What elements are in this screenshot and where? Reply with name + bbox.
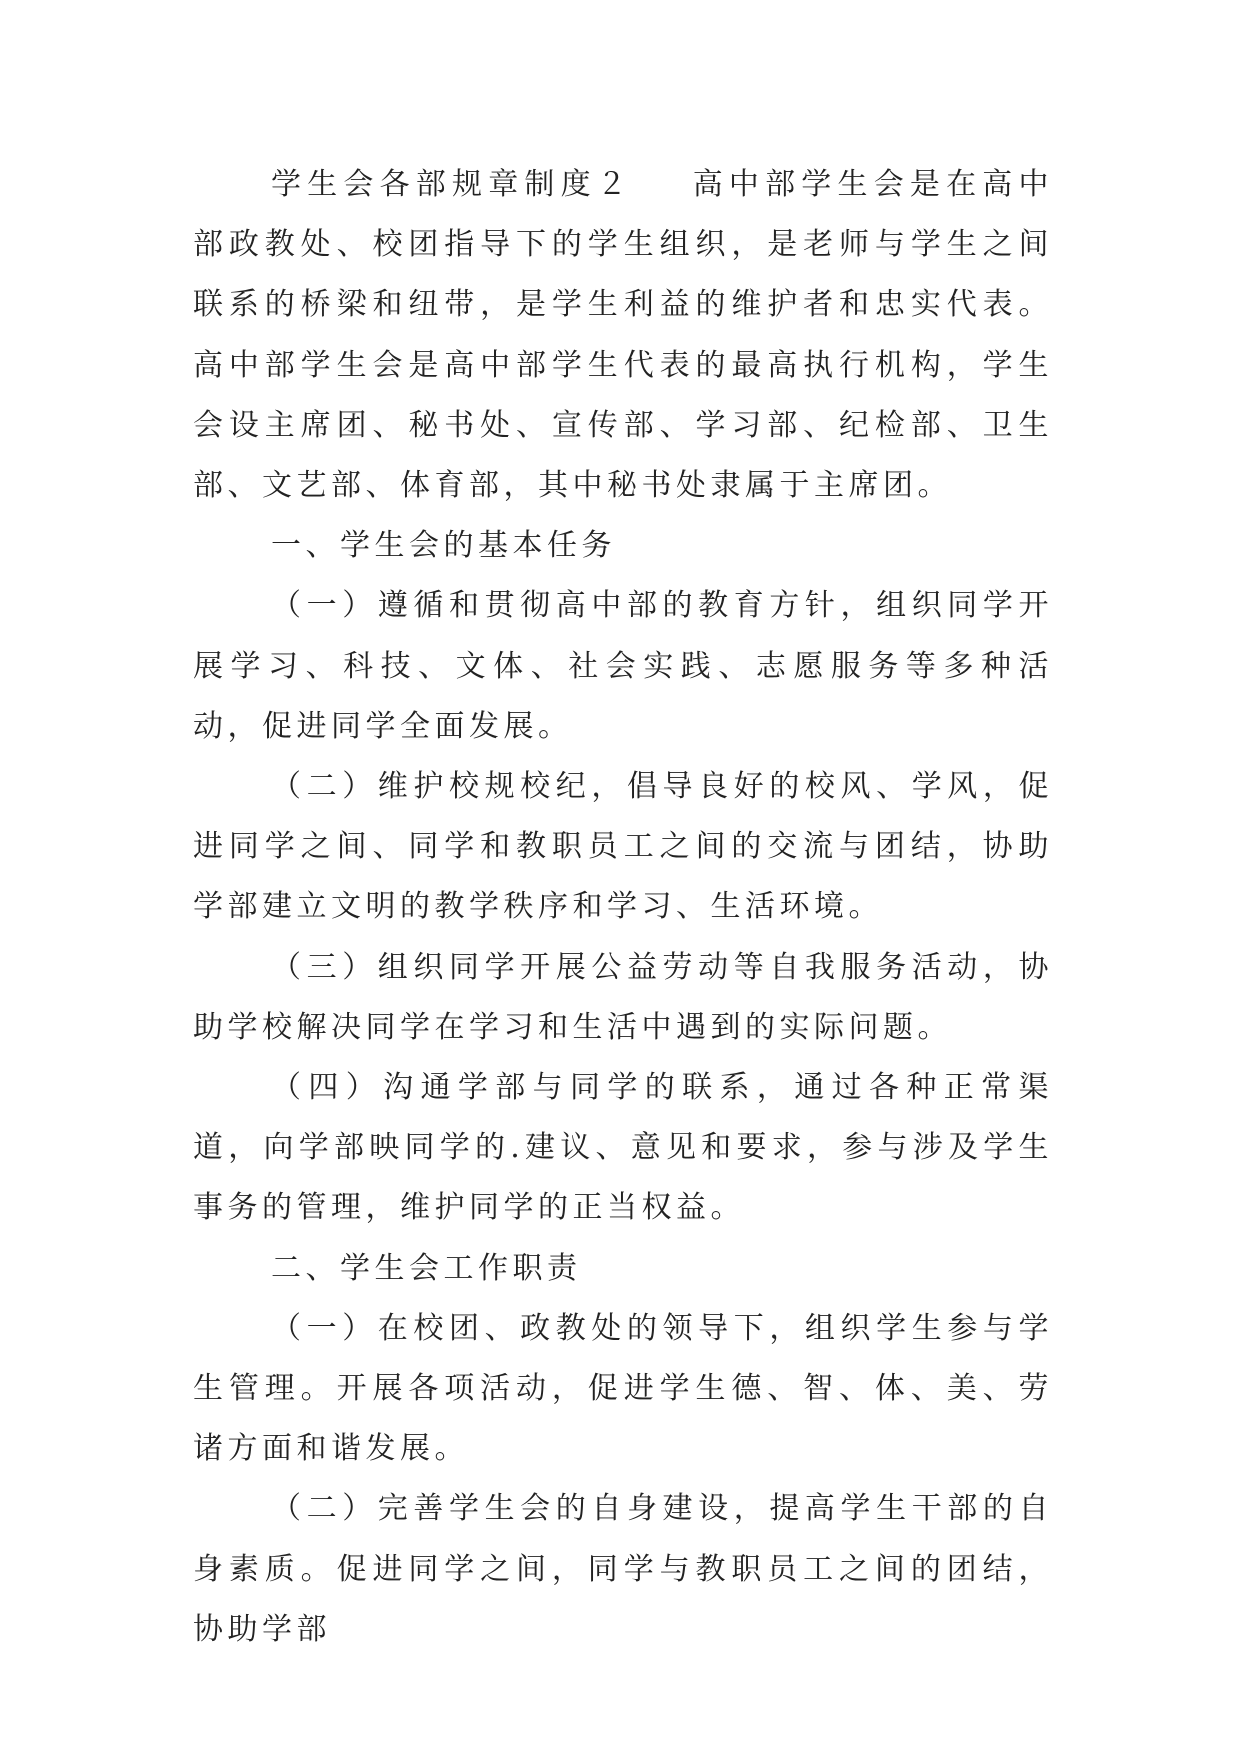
intro-paragraph: [193, 155, 1053, 516]
section-1-item-2: （二）维护校规校纪，倡导良好的校风、学风，促进同学之间、同学和教职员工之间的交流与团结，协助学部建立文明的教学秩序和学习、生活环境。: [193, 769, 1053, 925]
section-2-item-2: （二）完善学生会的自身建设，提高学生干部的自身素质。促进同学之间，同学与教职员工之间的团结，协助学部: [193, 1491, 1053, 1647]
section-1-item-4: （四）沟通学部与同学的联系，通过各种正常渠道，向学部映同学的.建议、意见和要求，参与涉及学生事务的管理，维护同学的正当权益。: [193, 1070, 1053, 1226]
document-body: [193, 155, 1053, 1660]
section-1-heading: 一、学生会的基本任务: [271, 528, 616, 564]
intro-text: 高中部学生会是在高中部政教处、校团指导下的学生组织，是老师与学生之间联系的桥梁和纽带，是学生利益的维护者和忠实代表。高中部学生会是高中部学生代表的最高执行机构，学生会设主席团、秘书处、宣传部、学习部、纪检部、卫生部、文艺部、体育部，其中秘书处隶属于主席团。: [193, 167, 1053, 504]
document-title: 学生会各部规章制度２: [271, 167, 633, 202]
section-2-heading: 二、学生会工作职责: [271, 1250, 582, 1286]
section-1-item-1: （一）遵循和贯彻高中部的教育方针，组织同学开展学习、科技、文体、社会实践、志愿服务等多种活动，促进同学全面发展。: [193, 588, 1053, 744]
section-1-item-3: （三）组织同学开展公益劳动等自我服务活动，协助学校解决同学在学习和生活中遇到的实际问题。: [193, 949, 1053, 1045]
section-2-item-1: （一）在校团、政教处的领导下，组织学生参与学生管理。开展各项活动，促进学生德、智、体、美、劳诸方面和谐发展。: [193, 1310, 1053, 1467]
